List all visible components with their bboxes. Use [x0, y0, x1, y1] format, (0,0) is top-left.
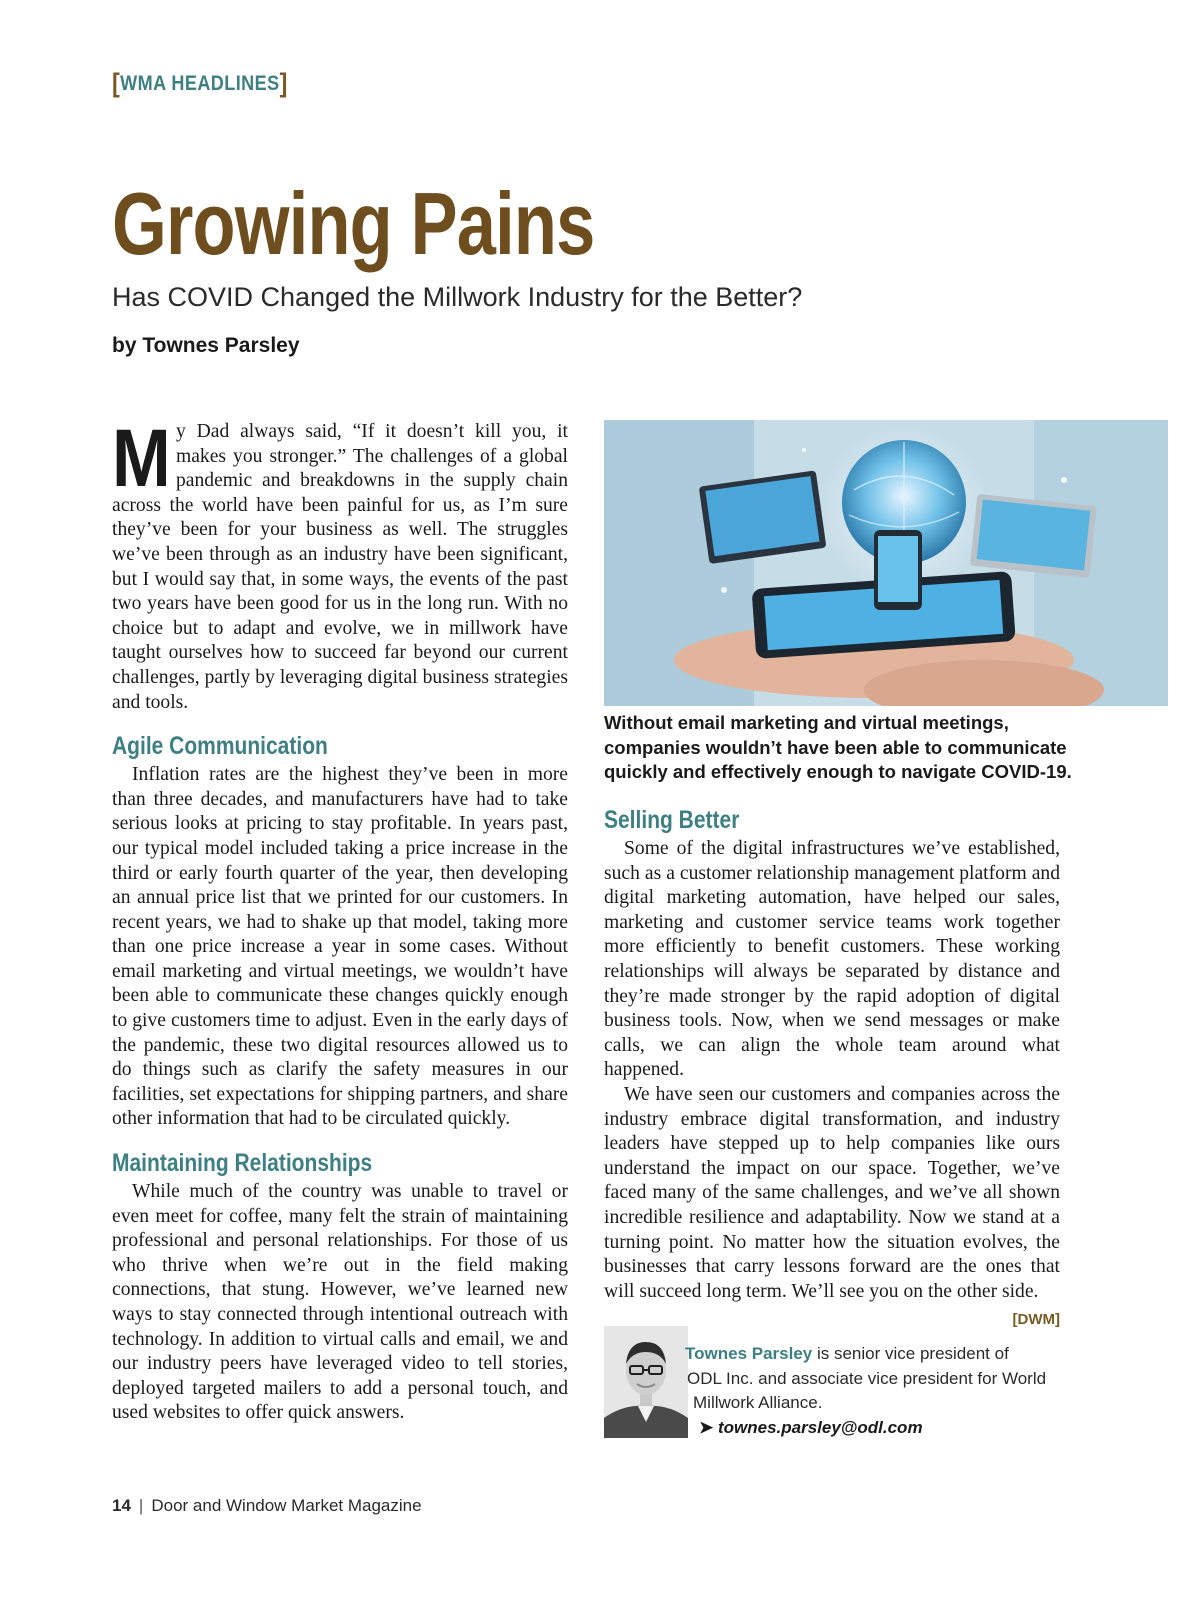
page-footer [112, 1496, 422, 1516]
drop-cap: M [112, 413, 171, 504]
body-paragraph [604, 1083, 1060, 1329]
author-bio [685, 1342, 1065, 1440]
article-subtitle: Has COVID Changed the Millwork Industry for the Better? [112, 282, 803, 312]
author-email[interactable]: townes.parsley@odl.com [717, 1417, 923, 1437]
section-tag-label: WMA HEADLINES [120, 72, 280, 95]
author-portrait [604, 1326, 688, 1438]
body-paragraph: While much of the country was unable to travel or even meet for coffee, many felt the strain of maintaining professional and personal relationships. For those of us who thrive when we’re out in the field making connections, that stung. However, we’ve learned new ways to stay connected through intentional outreach with technology. In addition to virtual calls and email, we and our industry peers have leveraged video to tell stories, deployed targeted mailers to add a personal touch, and used websites to offer quick answers. [112, 1181, 568, 1424]
closing-text: We have seen our customers and companies across the industry embrace digital transformation, and industry leaders have stepped up to help companies like ours understand the impact on our space. Together, we’ve faced many of the same challenges, and we’ve all shown incredible resilience and adaptability. Now we stand at a turning point. No matter how the situation evolves, the businesses that carry lessons forward are the ones that will succeed long term. We’ll see you on the other side. [604, 1083, 1060, 1302]
section-tag [112, 68, 288, 99]
author-email-link[interactable] [685, 1416, 1065, 1441]
author-bio-line-2: ODL Inc. and associate vice president for World [687, 1368, 1047, 1388]
subhead-agile-communication: Agile Communication [112, 732, 328, 761]
article-title: Growing Pains [112, 174, 595, 273]
footer-separator: | [138, 1496, 144, 1515]
subhead-maintaining-relationships: Maintaining Relationships [112, 1149, 373, 1178]
publication-name: Door and Window Market Magazine [151, 1496, 422, 1515]
author-title-part-1: is senior vice president of [812, 1344, 1009, 1363]
photo-caption: Without email marketing and virtual meetings, companies wouldn’t have been able to communicate quickly and effectively enough to navigate COVID-19. [604, 712, 1072, 782]
author-headshot [604, 1326, 688, 1438]
author-bio-line-1 [685, 1342, 1065, 1367]
author-bio-line-3: Millwork Alliance. [693, 1393, 823, 1412]
body-paragraph: Some of the digital infrastructures we’ve established, such as a customer relationship management platform and digital marketing automation, have helped our sales, marketing and customer service teams work together more efficiently to benefit customers. These working relationships will always be separated by distance and they’re made stronger by the rapid adoption of digital business tools. Now, when we send messages or make calls, we can align the whole team around what happened. [604, 838, 1060, 1081]
intro-text: y Dad always said, “If it doesn’t kill you, it makes you stronger.” The challenges of a global pandemic and breakdowns in the supply chain across the world have been painful for us, as I’m sure they’ve been for your business as well. The struggles we’ve been through as an industry have been significant, but I would say that, in some ways, the events of the past two years have been good for us in the long run. With no choice but to adapt and evolve, we in millwork have taught ourselves how to succeed far beyond our current challenges, partly by leveraging digital business strategies and tools. [112, 421, 568, 713]
body-paragraph: Inflation rates are the highest they’ve been in more than three decades, and manufacturers have had to take serious looks at pricing to stay profitable. In years past, our typical model included taking a price increase in the third or early fourth quarter of the year, then developing an annual price list that we printed for our customers. In recent years, we had to shake up that model, taking more than one price increase a year in some cases. Without email marketing and virtual meetings, we wouldn’t have been able to communicate these changes quickly enough to give customers time to adjust. Even in the early days of the pandemic, these two digital resources allowed us to do things such as clarify the safety measures in our facilities, set expectations for shipping partners, and share other information that had to be circulated quickly. [112, 764, 568, 1130]
page-number: 14 [112, 1496, 131, 1515]
left-column [112, 413, 568, 1426]
article-photo [604, 420, 1168, 706]
article-byline: by Townes Parsley [112, 334, 300, 357]
bracket-open: [ [112, 68, 121, 98]
intro-paragraph [112, 413, 568, 715]
right-column [604, 805, 1060, 1333]
end-tag: [DWM] [1012, 1311, 1060, 1329]
author-name: Townes Parsley [685, 1344, 813, 1363]
bracket-close: ] [279, 68, 288, 98]
digital-devices-photo [604, 420, 1168, 706]
arrow-right-icon: ➤ [699, 1417, 714, 1437]
subhead-selling-better: Selling Better [604, 806, 740, 834]
